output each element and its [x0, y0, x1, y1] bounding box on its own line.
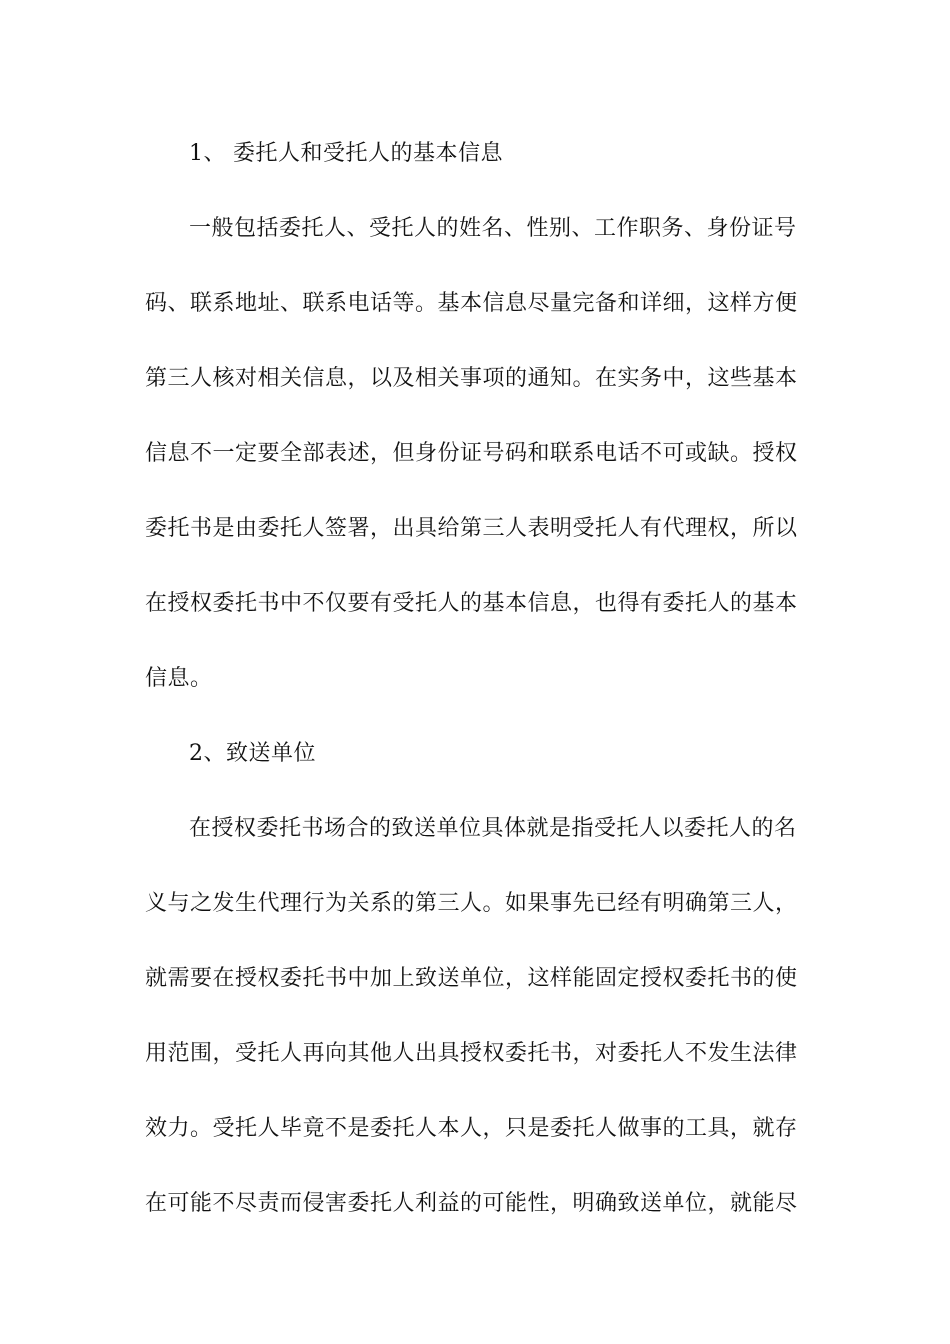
paragraph-line: 信息。	[145, 666, 213, 691]
section-1-title: 委托人和受托人的基本信息	[233, 141, 504, 166]
section-1-number: 1、	[189, 141, 226, 166]
spacer	[145, 173, 805, 211]
section-2-number: 2、	[189, 741, 226, 766]
paragraph-line: 在授权委托书中不仅要有受托人的基本信息，也得有委托人的基本	[145, 591, 798, 616]
spacer	[145, 623, 805, 661]
section-2-title: 致送单位	[226, 741, 317, 766]
paragraph-line: 在可能不尽责而侵害委托人利益的可能性，明确致送单位，就能尽	[145, 1191, 798, 1216]
paragraph-line: 一般包括委托人、受托人的姓名、性别、工作职务、身份证号	[189, 216, 797, 241]
paragraph-line: 码、联系地址、联系电话等。基本信息尽量完备和详细，这样方便	[145, 291, 798, 316]
spacer	[145, 998, 805, 1036]
paragraph-line: 义与之发生代理行为关系的第三人。如果事先已经有明确第三人，	[145, 891, 798, 916]
section-1-heading	[145, 135, 805, 173]
spacer	[145, 698, 805, 736]
paragraph-line: 用范围，受托人再向其他人出具授权委托书，对委托人不发生法律	[145, 1041, 798, 1066]
paragraph-line: 就需要在授权委托书中加上致送单位，这样能固定授权委托书的使	[145, 966, 798, 991]
spacer	[145, 1073, 805, 1111]
spacer	[145, 398, 805, 436]
document-body	[145, 135, 805, 1223]
spacer	[145, 248, 805, 286]
spacer	[145, 548, 805, 586]
spacer	[145, 473, 805, 511]
spacer	[145, 1148, 805, 1186]
paragraph-line: 在授权委托书场合的致送单位具体就是指受托人以委托人的名	[189, 816, 797, 841]
spacer	[145, 923, 805, 961]
spacer	[145, 323, 805, 361]
section-2-heading	[145, 735, 805, 773]
paragraph-line: 委托书是由委托人签署，出具给第三人表明受托人有代理权，所以	[145, 516, 798, 541]
paragraph-line: 信息不一定要全部表述，但身份证号码和联系电话不可或缺。授权	[145, 441, 798, 466]
spacer	[145, 848, 805, 886]
paragraph-line: 效力。受托人毕竟不是委托人本人，只是委托人做事的工具，就存	[145, 1116, 798, 1141]
spacer	[145, 773, 805, 811]
paragraph-line: 第三人核对相关信息，以及相关事项的通知。在实务中，这些基本	[145, 366, 798, 391]
